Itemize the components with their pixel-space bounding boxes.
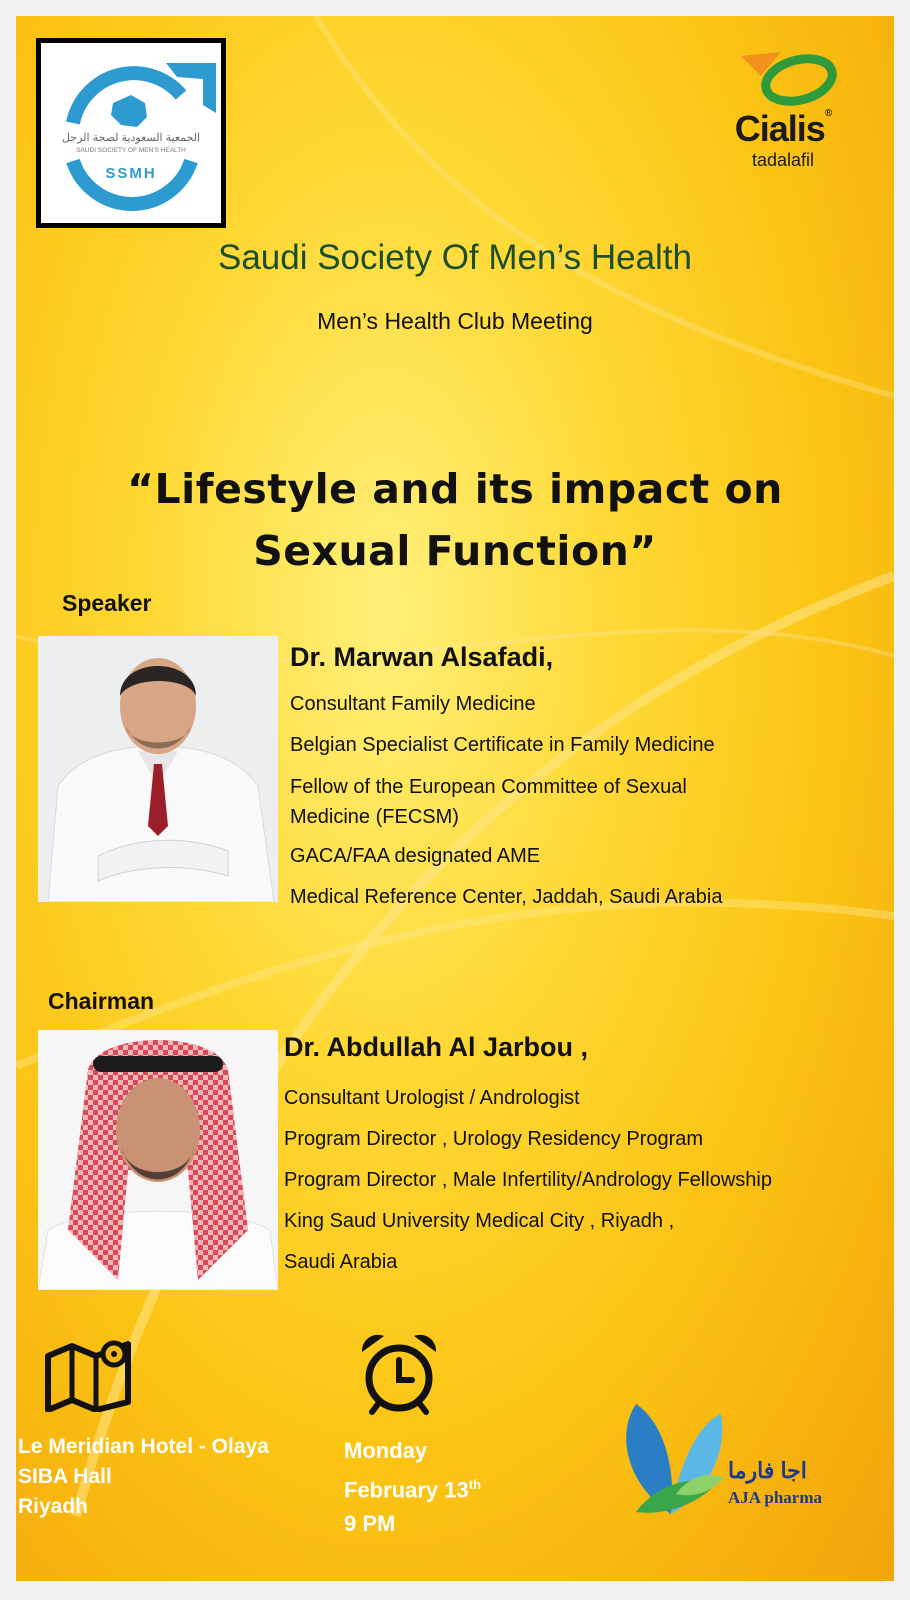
chairman-photo xyxy=(38,1030,278,1290)
meeting-title: Men’s Health Club Meeting xyxy=(317,308,593,334)
chairman-name: Dr. Abdullah Al Jarbou , xyxy=(284,1032,589,1062)
speaker-name: Dr. Marwan Alsafadi, xyxy=(290,642,554,672)
chairman-credentials xyxy=(284,1078,884,1283)
cialis-swirl-icon xyxy=(721,46,845,116)
ssmh-logo xyxy=(36,38,226,228)
lecture-title: “Lifestyle and its impact on Sexual Function” xyxy=(127,465,783,575)
chairman-label: Chairman xyxy=(48,988,155,1014)
cialis-logo xyxy=(721,46,861,186)
chairman-portrait-icon xyxy=(38,1030,278,1290)
speaker-credential: GACA/FAA designated AME xyxy=(290,845,541,867)
ssmh-abbr: SSMH xyxy=(105,165,157,182)
venue-hotel: Le Meridian Hotel - Olaya xyxy=(18,1435,269,1458)
event-hour: 9 PM xyxy=(344,1511,396,1537)
venue-city: Riyadh xyxy=(18,1495,89,1518)
aja-leaf-icon xyxy=(616,1394,726,1522)
speaker-credentials xyxy=(290,684,880,918)
speaker-credential: Medical Reference Center, Jaddah, Saudi Arabia xyxy=(290,886,723,908)
map-pin-icon xyxy=(44,1336,134,1412)
event-date: February 13th xyxy=(344,1477,482,1503)
ssmh-arabic-text: الجمعية السعودية لصحة الرجل xyxy=(61,132,201,144)
chairman-credential: Program Director , Male Infertility/Andrology Fellowship xyxy=(284,1169,772,1191)
speaker-credential: Fellow of the European Committee of Sexual Medicine (FECSM) xyxy=(290,776,687,828)
chairman-credential: Program Director , Urology Residency Program xyxy=(284,1128,704,1150)
time-info xyxy=(344,1434,481,1541)
ssmh-english-text: SAUDI SOCIETY OF MEN'S HEALTH xyxy=(76,147,186,154)
chairman-credential: Consultant Urologist / Andrologist xyxy=(284,1087,580,1109)
chairman-credential: Saudi Arabia xyxy=(284,1251,398,1273)
event-day: Monday xyxy=(344,1438,428,1463)
aja-arabic-text: اجا فارما xyxy=(728,1458,807,1483)
cialis-generic: tadalafil xyxy=(751,150,815,170)
speaker-photo xyxy=(38,636,278,902)
aja-english-text: AJA pharma xyxy=(728,1488,822,1507)
org-title: Saudi Society Of Men’s Health xyxy=(217,238,693,277)
aja-pharma-logo xyxy=(616,1394,856,1534)
speaker-portrait-icon xyxy=(38,636,278,902)
venue-info xyxy=(18,1432,269,1522)
event-poster xyxy=(16,16,894,1581)
cialis-brand: Cialis® xyxy=(734,108,832,149)
speaker-credential: Belgian Specialist Certificate in Family Medicine xyxy=(290,734,715,756)
speaker-label: Speaker xyxy=(62,590,152,616)
alarm-clock-icon xyxy=(356,1330,442,1416)
speaker-credential: Consultant Family Medicine xyxy=(290,693,536,715)
venue-hall: SIBA Hall xyxy=(18,1465,112,1488)
chairman-credential: King Saud University Medical City , Riyadh , xyxy=(284,1210,675,1232)
